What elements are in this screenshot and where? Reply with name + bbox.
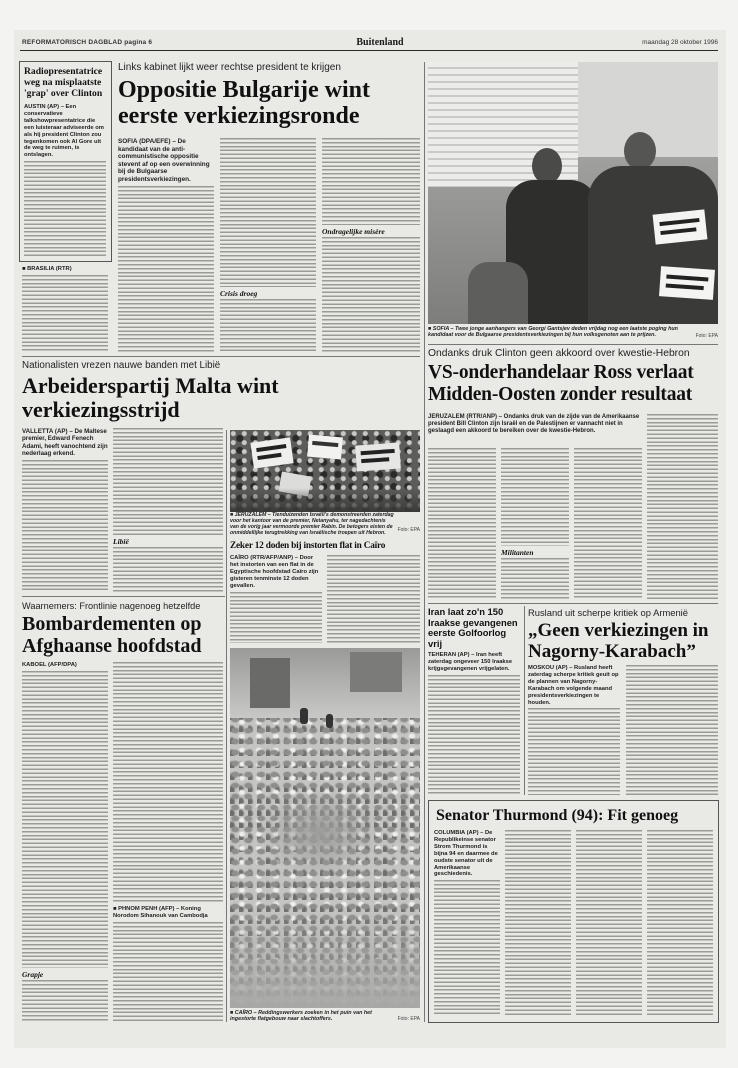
phnompenh-body-text xyxy=(113,922,223,1022)
cairo-lead: CAÏRO (RTR/AFP/ANP) – Door het instorten van een flat in de Egyptische hoofdstad Caïro zijn gisteren tenminste 12 doden gevallen. xyxy=(230,555,319,589)
photo-person-head xyxy=(624,132,656,170)
brasilia-lead: ■ BRASILIA (RTR) xyxy=(22,266,72,272)
afghan-subhead: Grapje xyxy=(22,969,44,979)
thurmond-body-text xyxy=(576,830,642,1016)
ross-body-text xyxy=(647,414,718,600)
malta-subhead: Libië xyxy=(113,537,129,547)
armenia-lead: MOSKOU (AP) – Rusland heeft zaterdag scherpe kritiek geuit op de plannen van Nagorny-Karabach om volgende maand presidentsverkiezingen te houden. xyxy=(528,665,619,706)
thurmond-col-2 xyxy=(505,830,571,1016)
bulgaria-col-2 xyxy=(220,138,316,352)
bulgaria-body-text xyxy=(322,138,420,225)
cairo-col-2 xyxy=(327,555,420,643)
armenia-body-text xyxy=(528,708,620,795)
iran-body xyxy=(428,652,520,795)
radio-body-text xyxy=(24,161,106,256)
armenia-col-1 xyxy=(528,665,620,795)
photo-crowd xyxy=(230,488,420,512)
brasilia-body-text xyxy=(22,275,108,352)
photo-person-body xyxy=(468,262,528,324)
afghan-body-text xyxy=(113,662,223,903)
armenia-kicker: Rusland uit scherpe kritiek op Armenië xyxy=(528,607,688,618)
column-rule xyxy=(226,430,227,1022)
jerusalem-photo-caption: ■ JERUZALEM – Tienduizenden Israëli's demonstreerden zaterdag voor het kantoor van de premier, Netanyahu, ter nagedachtenis van de vorig jaar vermoorde premier Rabin. De betogers eisten de onmiddellijke terugtrekking van Israëlische troepen uit Hebron. xyxy=(230,512,394,536)
ross-body-text xyxy=(574,448,642,600)
bulgaria-col-3 xyxy=(322,138,420,352)
photo-sofia xyxy=(428,62,718,324)
afghan-headline: Bombardementen op Afghaanse hoofdstad xyxy=(22,613,202,657)
ross-lead: JERUZALEM (RTR/ANP) – Ondanks druk van de zijde van de Amerikaanse president Bill Clinton zijn Israël en de Palestijnen er vannacht niet in geslaagd een akkoord te bereiken over de kwestie-Hebron. xyxy=(428,414,640,434)
armenia-col-2 xyxy=(626,665,718,795)
thurmond-headline: Senator Thurmond (94): Fit genoeg xyxy=(436,807,679,824)
iran-headline: Iran laat zo'n 150 Iraakse gevangenen eerste Golfoorlog vrij xyxy=(428,606,518,649)
afghan-body-text xyxy=(22,980,108,1022)
ross-body-text xyxy=(428,448,496,600)
malta-body-text xyxy=(113,547,223,592)
ross-headline: VS-onderhandelaar Ross verlaat Midden-Oosten zonder resultaat xyxy=(428,362,694,405)
photo-protest-sign xyxy=(355,442,401,471)
bulgaria-body-text xyxy=(322,237,420,352)
iran-armenia-rule xyxy=(428,603,718,604)
section-title: Buitenland xyxy=(356,37,404,48)
photo-person-body xyxy=(588,166,718,324)
bulgaria-col-1 xyxy=(118,138,214,352)
ross-col-1 xyxy=(428,448,496,600)
photo-person-head xyxy=(532,148,562,184)
malta-col-2 xyxy=(113,428,223,592)
thurmond-body-text xyxy=(434,880,500,1016)
iran-lead: TEHERAN (AP) – Iran heeft zaterdag ongeveer 150 Iraakse krijgsgevangenen vrijgelaten. xyxy=(428,652,513,672)
bulgaria-body-text xyxy=(118,186,214,352)
photo-jerusalem xyxy=(230,430,420,512)
ross-subhead: Militanten xyxy=(501,547,534,557)
bulgaria-body-text xyxy=(220,138,316,287)
radio-body xyxy=(24,104,106,256)
malta-lead: VALLETTA (AP) – De Maltese premier, Edward Fenech Adami, heeft vanochtend zijn nederlaag erkend. xyxy=(22,428,108,458)
bulgaria-subhead-2: Ondragelijke misère xyxy=(322,226,385,236)
cairo-col-1 xyxy=(230,555,322,643)
cairo-photo-caption: ■ CAÏRO – Reddingswerkers zoeken in het puin van het ingestorte flatgebouw naar slachtoffers. xyxy=(230,1010,372,1023)
cairo-headline: Zeker 12 doden bij instorten flat in Caïro xyxy=(230,541,386,551)
sofia-photo-caption: ■ SOFIA – Twee jonge aanhangers van Georgi Gantsjev deden vrijdag nog een laatste poging hun kandidaat voor de Bulgaarse presidentsverkiezingen bij hun volksgenoten aan te prijzen. xyxy=(428,326,678,339)
thurmond-col-4 xyxy=(647,830,713,1016)
photo-rubble xyxy=(230,908,420,1008)
thurmond-body-text xyxy=(505,830,571,1016)
photo-building-ruin xyxy=(350,652,402,692)
radio-lead: AUSTIN (AP) – Een conservatieve talkshowpresentatrice die een luisteraar adviseerde om als hij president Clinton zou tegenkomen ook Al Gore uit de weg te ruimen, is ontslagen. xyxy=(24,104,104,159)
bulgaria-kicker: Links kabinet lijkt weer rechtse president te krijgen xyxy=(118,62,341,73)
thurmond-lead: COLUMBIA (AP) – De Republikeinse senator Strom Thurmond is bijna 94 en daarmee de oudste senator uit de Amerikaanse geschiedenis. xyxy=(434,830,498,878)
cairo-body-text xyxy=(230,592,322,643)
thurmond-col-3 xyxy=(576,830,642,1016)
jerusalem-photo-credit: Foto: EPA xyxy=(397,527,420,533)
radio-headline: Radiopresentatrice weg na misplaatste 'grap' over Clinton xyxy=(24,66,103,99)
sofia-photo-credit: Foto: EPA xyxy=(695,333,718,339)
column-rule xyxy=(424,62,425,1022)
afghan-rule xyxy=(22,596,225,597)
photo-cairo xyxy=(230,648,420,1008)
photo-poster xyxy=(659,266,715,300)
bulgaria-body-text xyxy=(220,299,316,352)
photo-building-ruin xyxy=(250,658,290,708)
photo-rubble xyxy=(260,788,380,878)
bulgaria-lead: SOFIA (DPA/EFE) – De kandidaat van de anti-communistische oppositie stevent af op een overwinning bij de Bulgaarse presidentsverkiezingen. xyxy=(118,138,210,183)
photo-protest-sign xyxy=(307,435,343,460)
cairo-photo-credit: Foto: EPA xyxy=(397,1016,420,1022)
afghan-body-text xyxy=(22,671,108,968)
ross-body-text xyxy=(501,558,569,600)
iran-body-text xyxy=(428,675,520,795)
afghan-col-2 xyxy=(113,662,223,1022)
issue-date: maandag 28 oktober 1996 xyxy=(642,39,718,46)
malta-body-text xyxy=(113,428,223,535)
ross-kicker: Ondanks druk Clinton geen akkoord over kwestie-Hebron xyxy=(428,348,690,359)
phnompenh-lead: ■ PHNOM PENH (AFP) – Koning Norodom Sihanouk van Cambodja xyxy=(113,905,208,919)
armenia-headline: „Geen verkiezingen in Nagorny-Karabach” xyxy=(528,620,709,662)
photo-rescue-worker xyxy=(300,708,308,724)
ross-col-3 xyxy=(574,448,642,600)
thurmond-col-1 xyxy=(434,830,500,1016)
ross-body-text xyxy=(501,448,569,546)
column-rule xyxy=(524,606,525,795)
ross-rule xyxy=(428,344,718,345)
cairo-body-text xyxy=(327,555,420,643)
bulgaria-headline: Oppositie Bulgarije wint eerste verkiezingsronde xyxy=(118,77,371,129)
ross-col-4 xyxy=(647,414,718,600)
photo-poster xyxy=(653,209,708,244)
malta-col-1 xyxy=(22,428,108,592)
photo-rescue-worker xyxy=(326,714,333,728)
malta-kicker: Nationalisten vrezen nauwe banden met Libië xyxy=(22,360,221,371)
malta-headline: Arbeiderspartij Malta wint verkiezingsstrijd xyxy=(22,373,279,422)
afghan-lead: KABOEL (AFP/DPA) xyxy=(22,662,77,668)
ross-col-2 xyxy=(501,448,569,600)
afghan-kicker: Waarnemers: Frontlinie nagenoeg hetzelfde xyxy=(22,601,201,611)
malta-rule xyxy=(22,356,420,357)
armenia-body-text xyxy=(626,665,718,795)
photo-protest-sign xyxy=(250,437,293,468)
paper-name: REFORMATORISCH DAGBLAD pagina 6 xyxy=(22,39,153,46)
brasilia-body xyxy=(22,266,108,352)
bulgaria-subhead-1: Crisis droeg xyxy=(220,288,258,298)
thurmond-body-text xyxy=(647,830,713,1016)
malta-body-text xyxy=(22,460,108,592)
masthead-rule xyxy=(20,50,718,51)
afghan-col-1 xyxy=(22,662,108,1022)
